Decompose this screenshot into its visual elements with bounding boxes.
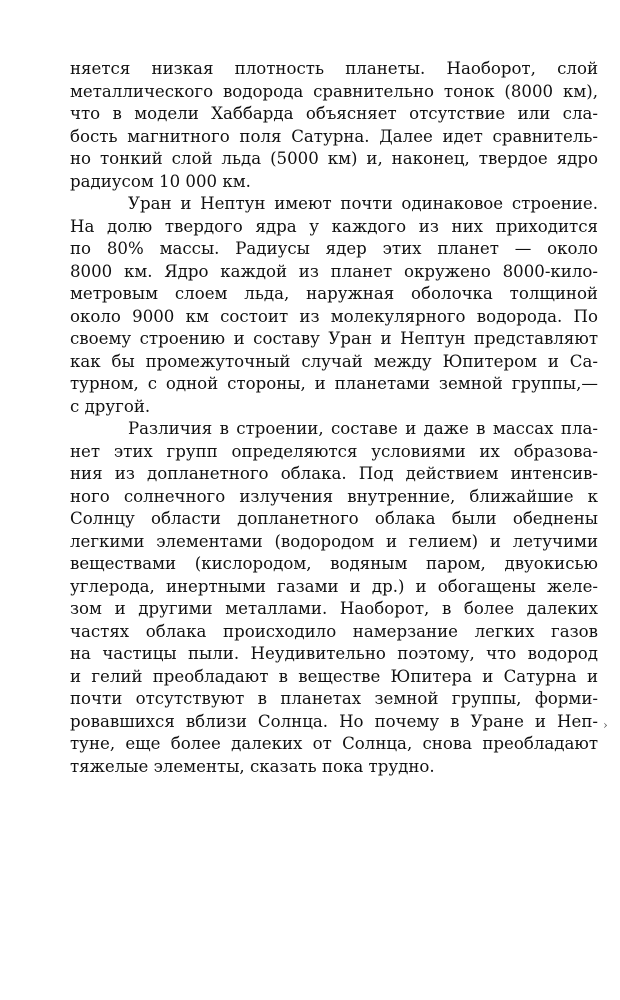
text-line: На долю твердого ядра у каждого из них приходится: [70, 216, 598, 236]
text-line: Уран и Нептун имеют почти одинаковое строение.: [128, 194, 598, 213]
paragraph-1: [70, 58, 598, 193]
text-line: ного солнечного излучения внутренние, ближайшие к: [70, 486, 598, 506]
text-line: няется низкая плотность планеты. Наоборот, слой: [70, 59, 598, 78]
text-line: ровавшихся вблизи Солнца. Но почему в Уране и Неп-: [70, 711, 598, 731]
text-line: что в модели Хаббарда объясняет отсутствие или сла-: [70, 104, 598, 123]
text-line: легкими элементами (водородом и гелием) и летучими: [70, 531, 598, 551]
text-line: нет этих групп определяются условиями их образова-: [70, 441, 598, 461]
page-text: [70, 58, 598, 778]
text-line: Различия в строении, составе и даже в массах пла-: [128, 419, 598, 438]
text-line: почти отсутствуют в планетах земной группы, форми-: [70, 689, 598, 708]
text-line: по 80% массы. Радиусы ядер этих планет — около: [70, 239, 598, 258]
text-line: тяжелые элементы, сказать пока трудно.: [70, 756, 435, 776]
text-line: 8000 км. Ядро каждой из планет окружено 8000-кило-: [70, 261, 598, 281]
text-line: радиусом 10 000 км.: [70, 171, 251, 191]
text-line: с другой.: [70, 396, 151, 416]
text-line: метровым слоем льда, наружная оболочка толщиной: [70, 284, 598, 303]
text-line: углерода, инертными газами и др.) и обогащены желе-: [70, 576, 598, 596]
text-line: веществами (кислородом, водяным паром, двуокисью: [70, 554, 598, 573]
text-line: на частицы пыли. Неудивительно поэтому, что водород: [70, 644, 598, 663]
paragraph-2: [70, 193, 598, 418]
text-line: и гелий преобладают в веществе Юпитера и Сатурна и: [70, 666, 598, 686]
text-line: как бы промежуточный случай между Юпитером и Са-: [70, 351, 598, 371]
text-line: своему строению и составу Уран и Нептун представляют: [70, 329, 598, 348]
text-line: частях облака происходило намерзание легких газов: [70, 621, 598, 641]
text-line: бость магнитного поля Сатурна. Далее идет сравнитель-: [70, 126, 598, 146]
text-line: но тонкий слой льда (5000 км) и, наконец, твердое ядро: [70, 149, 598, 168]
text-line: турном, с одной стороны, и планетами земной группы,—: [70, 374, 598, 393]
text-line: ния из допланетного облака. Под действием интенсив-: [70, 464, 598, 483]
paragraph-3: [70, 418, 598, 778]
text-line: туне, еще более далеких от Солнца, снова преобладают: [70, 734, 598, 753]
text-line: металлического водорода сравнительно тонок (8000 км),: [70, 81, 598, 101]
text-line: около 9000 км состоит из молекулярного водорода. По: [70, 306, 598, 326]
text-line: Солнцу области допланетного облака были обеднены: [70, 509, 598, 528]
text-line: зом и другими металлами. Наоборот, в более далеких: [70, 599, 598, 618]
margin-mark: ›: [603, 718, 608, 732]
